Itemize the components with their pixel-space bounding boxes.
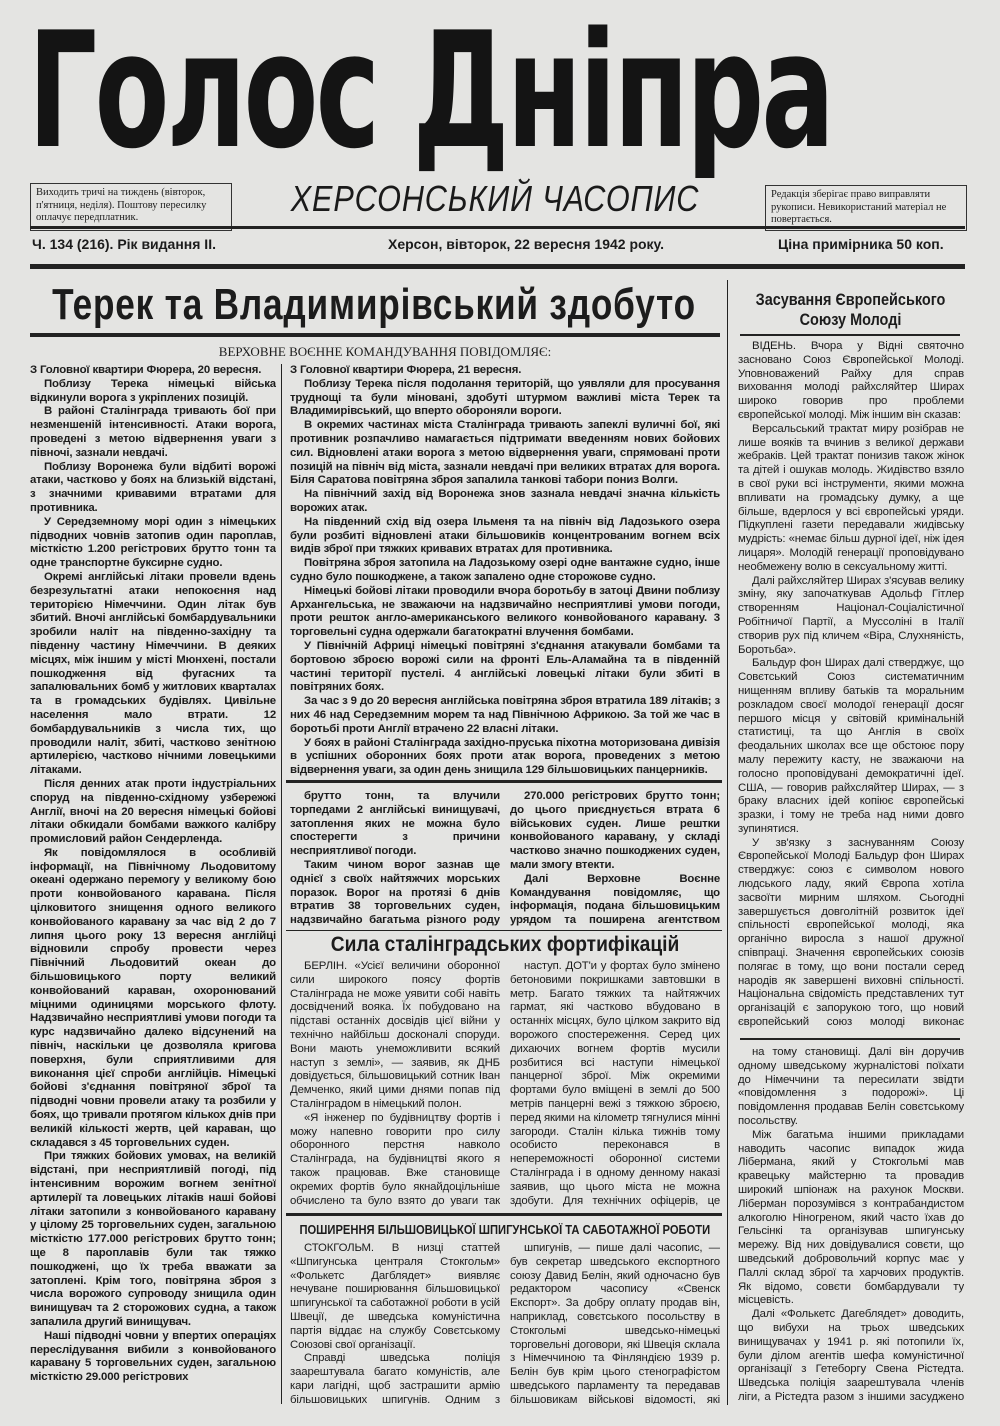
paragraph: У боях в районі Сталінграда західно-пруська піхотна моторизована дивізія в успішних оборонних боях проти атак ворога, проведених з метою відвернення уваги, за один день знищила 129 більшовицьких панцерників. xyxy=(290,736,720,777)
paragraph: Наші підводні човни у впертих операціях переслідування вибили з конвойованого каравану 5 торговельних суден, загальною місткістю 29.000 регістрових xyxy=(30,1329,276,1384)
paragraph: Поблизу Терека після подолання територій, що уявляли для просування труднощі та були міновані, здобуті штурмом важливі міста Терек та Владимирівський, що вперто обороняли вороги. xyxy=(290,377,720,418)
paragraph: Поблизу Воронежа були відбиті ворожі атаки, частково у боях на близькій відстані, з значними кривавими втратами для противника. xyxy=(30,460,276,514)
divider xyxy=(30,264,965,269)
paragraph: Далі райхсляйтер Ширах з'ясував велику зміну, яку започаткував Адольф Гітлер створенням Націонал-Соціалістичної Робітничої Партії, а Муссоліні в Італії створив рух під кличем «Віра, Слухняність, Боротьба». xyxy=(738,574,964,656)
paragraph: В окремих частинах міста Сталінграда тривають запеклі вуличні бої, які противник розпачливо намагається підтримати введенням нових бойових сил. Відновлені атаки ворога з метою відвернення уваги, спрямовані проти позицій на північ від міста, зазнали невдачі при великих втратах для ворога. Біля Саратова повітряна зброя запалила танкові табори пониз Волги. xyxy=(290,419,720,487)
paragraph: У Північній Африці німецькі повітряні з'єднання атакували бомбами та бортовою зброєю ворожі сили на фронті Ель-Аламайна та в південній частині території пустелі. 4 англійські ловецькі літаки були збиті в повітряних боях. xyxy=(290,639,720,694)
paragraph: Німецькі бойові літаки проводили вчора боротьбу в затоці Двини поблизу Архангельська, не зважаючи на надзвичайно несприятливі умови погоди, проти решток англо-американського великого конвойованого каравану. 3 торговельні судна одержали багатократні влучення бомбами. xyxy=(290,584,720,639)
delivery-notice: Виходить тричі на тиждень (вівторок, п'ятниця, неділя). Поштову пересилку оплачує передплатник. xyxy=(30,183,232,231)
issue-place-date: Херсон, вівторок, 22 вересня 1942 року. xyxy=(388,236,664,252)
masthead-subtitle: ХЕРСОНСЬКИЙ ЧАСОПИС xyxy=(290,178,700,219)
espionage-col-left xyxy=(290,1242,500,1404)
paragraph: на тому становищі. Далі він доручив одному шведському журналістові поїхати до Німеччини та пересилати звідти «повідомлення з подорожі». Ці повідомлення продавав Белін совєтському посольству. xyxy=(738,1046,964,1127)
main-headline: Терек та Владимирівський здобуто xyxy=(52,280,696,329)
divider xyxy=(740,334,960,336)
paragraph: У Середземному морі один з німецьких підводних човнів затопив один пароплав, місткістю 1.200 регістрових брутто тонн та одне транспортне буксирне судно. xyxy=(30,515,276,570)
divider xyxy=(30,333,720,337)
paragraph: Після денних атак проти індустріальних споруд на південно-східному узбережжі Англії, вночі на 20 вересня німецькі бойові літаки обкидали бомбами важкого калібру промисловий район Сендерленда. xyxy=(30,777,276,846)
column-divider xyxy=(727,280,728,1405)
paragraph: шпигунів, — пише далі часопис, — був секретар шведського експортного союзу Давид Белін, який одночасно був редактором часопису «Свенск Експорт». За добру оплату продав він, наприклад, совєтського посольству в Стокгольмі шведсько-німецькі торговельні договори, які Швеція склала з Німеччиною та Фінляндією 1939 р. Белін був крім цього стенографістом шведського парламенту та передавав більшовикам військові відомості, які xyxy=(510,1242,720,1404)
main-article-col1 xyxy=(30,364,276,1404)
paragraph: В районі Сталінграда тривають бої при незменшеній інтенсивності. Атаки ворога, проведені з метою відвернення уваги з півночі, зазнали невдачі. xyxy=(30,405,276,459)
paragraph: Далі Верховне Воєнне Командування повідомляє, що інформація, подана більшовицьким урядом та поширена агентством xyxy=(510,872,720,927)
youth-headline: Засування Європейського Союзу Молоді xyxy=(755,290,946,329)
paragraph: Як повідомлялося в особливій інформації, на Північному Льодовитому океані одержано перемогу у великому бою проти конвойованого каравана. Після цілковитого знищення одного великого конвойованого каравану за час від 2 до 7 липня цього року 13 вересня англійці відновили спробу провести через Північний Льодовитий океан до більшовицького порту великий конвойований караван, охоронюваний міцними одиницями морського флоту. Надзвичайно несприятливі умови погоди та курс надзвичайно далеко відсунений на північ, наскільки це дозволяла кригова поверхня, були сприятливими для виконання цієї спроби англійців. Німецькі бойові з'єднання повітряної зброї та підводні човни провели атаку та розбили у боях, що тривали протягом кількох днів при великій кількості жертв, цей караван, що складався з 45 торговельних суден. xyxy=(30,846,276,1149)
issue-price: Ціна примірника 50 коп. xyxy=(778,236,944,252)
paragraph: СТОКГОЛЬМ. В низці статтей «Шпигунська централя Стокгольм» «Фолькетс Дагблядет» виявляє нечуване поширювання більшовицької шпигунської та саботажної роботи в усій Швеції, де шведська комуністична партія віддає на службу Совєтському Союзові свої організації. xyxy=(290,1242,500,1351)
paragraph: «Я інженер по будівництву фортів і можу напевно говорити про силу оборонного перстня навколо Сталінграда, на будівництві якого я також працював. Вже становище окремих фортів було якнайдоцільніше обчислено та було взято до уваги так xyxy=(290,1111,500,1207)
paragraph: Версальський трактат миру розібрав не лише вояків та вчинив з великої держави жебраків. Цей трактат понизив також жінок та дітей і ошукав молодь. Жидівство взяло в свої руки всі інструменти, якими можна впливати на громадську думку, а ще більше, вдерлося у всі європейські уряди. Підкуплені газети передавали жидівську мудрість: «немає більш дурної ідеї, ніж ідея лицаря». Молодій генерації проповідувано необмежену волю в сексуальному житті. xyxy=(738,422,964,573)
masthead-title-text: Голос Дніпра xyxy=(28,8,833,178)
paragraph: На південний схід від озера Ільменя та на північ від Ладозького озера були розбиті відновлені атаки більшовиків концентрованим вогнем всіх видів зброї при тяжких кривавих втратах для противника. xyxy=(290,515,720,556)
paragraph: 270.000 регістрових брутто тонн; до цього приєднується втрата 6 військових суден. Лише рештки конвойованого каравану, у складі частково значно пошкоджених суден, мали змогу втекти. xyxy=(510,790,720,871)
paragraph: У зв'язку з заснуванням Союзу Європейської Молоді Бальдур фон Ширах стверджує: союз є символом нового людського ладу, який Європа хотіла засвоїти мирним шляхом. Сьогодні завершується довголітній розвиток ідеї спільності європейської молоді, яка органічно виросла з нашої дружної співпраці. Значення європейських союзів полягає в тому, що вони постали серед народів як завершені виховні спільності. Національна свідомість представлених тут організацій є запорукою того, що новий європейський союз молоді виконає xyxy=(738,836,964,1029)
stalingrad-headline: Сила сталінградських фортифікацій xyxy=(330,933,680,956)
paragraph: З Головної квартири Фюрера, 21 вересня. xyxy=(290,364,522,376)
main-article-cont-left xyxy=(290,790,500,928)
paragraph: Поблизу Терека німецькі війська відкинули ворога з укріплених позицій. xyxy=(30,377,276,404)
stalingrad-col-left xyxy=(290,960,500,1208)
editorial-notice: Редакція зберігає право виправляти рукописи. Невикористаний матеріал не повертається. xyxy=(765,185,967,231)
masthead-title xyxy=(28,8,968,178)
paragraph: Бальдур фон Ширах далі стверджує, що Совєтський Союз систематичним нищенням впливу батьків та моральним розкладом своєї молодої генерації досяг першого місця у світовій кримінальній статистиці, та що Англія в своїх феодальних школах все ще обстоює пору малу пережиту касту, не зважаючи на голосно проповідувані демократичні ідеї. США, — говорив райхсляйтер Ширах, — з браку власних ідей копіює європейські зразки, і тому не треба над ними довго зупинятися. xyxy=(738,657,964,835)
issue-number: Ч. 134 (216). Рік видання II. xyxy=(32,236,216,252)
main-kicker: ВЕРХОВНЕ ВОЄННЕ КОМАНДУВАННЯ ПОВІДОМЛЯЄ: xyxy=(218,344,552,359)
paragraph: За час з 9 до 20 вересня англійська повітряна зброя втратила 189 літаків; з них 46 над Середземним морем та над Північною Африкою. За той же час в боротьбі проти Англії втрачено 22 власні літаки. xyxy=(290,695,720,735)
paragraph: ВІДЕНЬ. Вчора у Відні святочно засновано Союз Європейської Молоді. Уповноважений Райху для справ виховання молоді райхсляйтер Ширах широко говорив про проблеми європейської молоді. Між іншим він сказав: xyxy=(738,340,964,421)
main-article-wide xyxy=(290,364,720,778)
divider xyxy=(286,1213,722,1216)
column-divider xyxy=(281,364,282,1404)
main-article-cont-right xyxy=(510,790,720,928)
paragraph: Далі «Фолькетс Дагеблядет» доводить, що вибухи на трьох шведських винищувачах у 1941 р. які потопили їх, були ділом агентів шефа комуністичної організації з Гетеборгу Свена Рістедта. Шведська поліція заарештувала членів ліги, а Рістедта разом з іншими засуджено xyxy=(738,1308,964,1403)
paragraph: наступ. ДОТ'и у фортах було змінено бетоновими покришками завтовшки в метр. Багато тяжких та найтяжчих гармат, які частково вбудовано в останніх місцях, було цілком закрито від ворожого спостереження. Серед цих дихаючих вогнем фортів мусили розбитися всі наступи німецької панцерної зброї. Між окремими фортами було вміщені в землі до 500 метрів панцерні вежі з тяжкою зброєю, перед якими на кілометр тягнулися мінні загороди. Сталін кілька тижнів тому особисто переконався в непереможності оборонної системи Сталінграда і в одному денному наказі заявив, що цього міста не можна здобути. Для технічних офіцерів, це xyxy=(510,960,720,1207)
paragraph: БЕРЛІН. «Усієї величини оборонної сили широкого поясу фортів Сталінграда не може уявити собі навіть досвідчений вояка. Їх побудовано на підставі останніх досвідів цієї війни у технічно найбільш досконалі споруди. Вони мають унеможливити всякий наступ з землі», — заявив, як ДНБ довідується, більшовицький сотник Іван Демченко, який цими днями попав під Сталінградом в німецький полон. xyxy=(290,960,500,1110)
divider xyxy=(30,226,965,229)
divider xyxy=(740,1038,960,1040)
espionage-headline: ПОШИРЕННЯ БІЛЬШОВИЦЬКОЇ ШПИГУНСЬКОЇ ТА САБОТАЖНОЇ РОБОТИ xyxy=(299,1223,711,1237)
paragraph: Між багатьма іншими прикладами наводить часопис випадок жида Лібермана, який у Стокгольмі мав кравецьку майстерню та провадив широкий шпіонаж на рахунок Москви. Ліберман порозумівся з контрабандистом алкоголю Ніногреном, який часто їхав до Гельсінкі та організував шпигунську мережу. Від них довідувалися совєти, що шведський добровольчий корпус має у Паллі склад зброї та харчових продуктів. Як відомо, совєти бомбардували ту місцевість. xyxy=(738,1128,964,1307)
paragraph: Окремі англійські літаки провели вдень безрезультатні атаки непокоєння над територією Німеччини. Один літак був збитий. Вночі англійські бомбардувальники зробили наліт на південно-західну та південну частину Німеччини. В деяких місцях, між іншим у місті Мюнхені, постали пошкодження від фугасних та запалювальних бомб у житлових кварталах та в громадських будівлях. Цивільне населення мало втрати. 12 бомбардувальників з числа тих, що проводили наліт, збиті, частково зенітною артилерією, частково нічними ловецькими літаками. xyxy=(30,570,276,777)
paragraph: Повітряна зброя затопила на Ладозькому озері одне вантажне судно, інше судно було пошкоджене, а також запалено одне сторожове судно. xyxy=(290,557,720,583)
paragraph: При тяжких бойових умовах, на великій відстані, при несприятливій погоді, під інтенсивним ворожим вогнем зенітної артилерії та ловецьких літаків наші бойові літаки затопили з конвойованого каравану у цілому 25 торговельних суден, загальною місткістю 177.000 регістрових брутто тонн; ще 8 пароплавів були так тяжко пошкоджені, що їх треба вважати за затоплені. Крім того, повітряна зброя з числа ворожого супроводу знищила один винищувач та 2 сторожових судна, а також запалила другий винищувач. xyxy=(30,1150,276,1328)
paragraph: Таким чином ворог зазнав ще однієї з своїх найтяжчих морських поразок. Ворог на протязі 6 днів втратив 38 торговельних суден, надзвичайно багатьма різного роду xyxy=(290,858,500,927)
divider xyxy=(286,780,722,783)
stalingrad-col-right xyxy=(510,960,720,1208)
paragraph: З Головної квартири Фюрера, 20 вересня. xyxy=(30,364,262,376)
paragraph: На північний захід від Воронежа знов зазнала невдачі значна кількість ворожих атак. xyxy=(290,488,720,514)
paragraph: брутто тонн, та влучили торпедами 2 англійські винищувачі, затоплення яких не можна було спостерегти з причини несприятливої погоди. xyxy=(290,790,500,858)
paragraph: Справді шведська поліція заарештувала багато комуністів, але кари лагідні, щоб застрашити армію більшовицьких шпигунів. Одним з xyxy=(290,1352,500,1404)
divider xyxy=(286,930,722,931)
espionage-continued xyxy=(738,1046,964,1404)
espionage-col-right xyxy=(510,1242,720,1404)
youth-article-body xyxy=(738,340,964,1030)
